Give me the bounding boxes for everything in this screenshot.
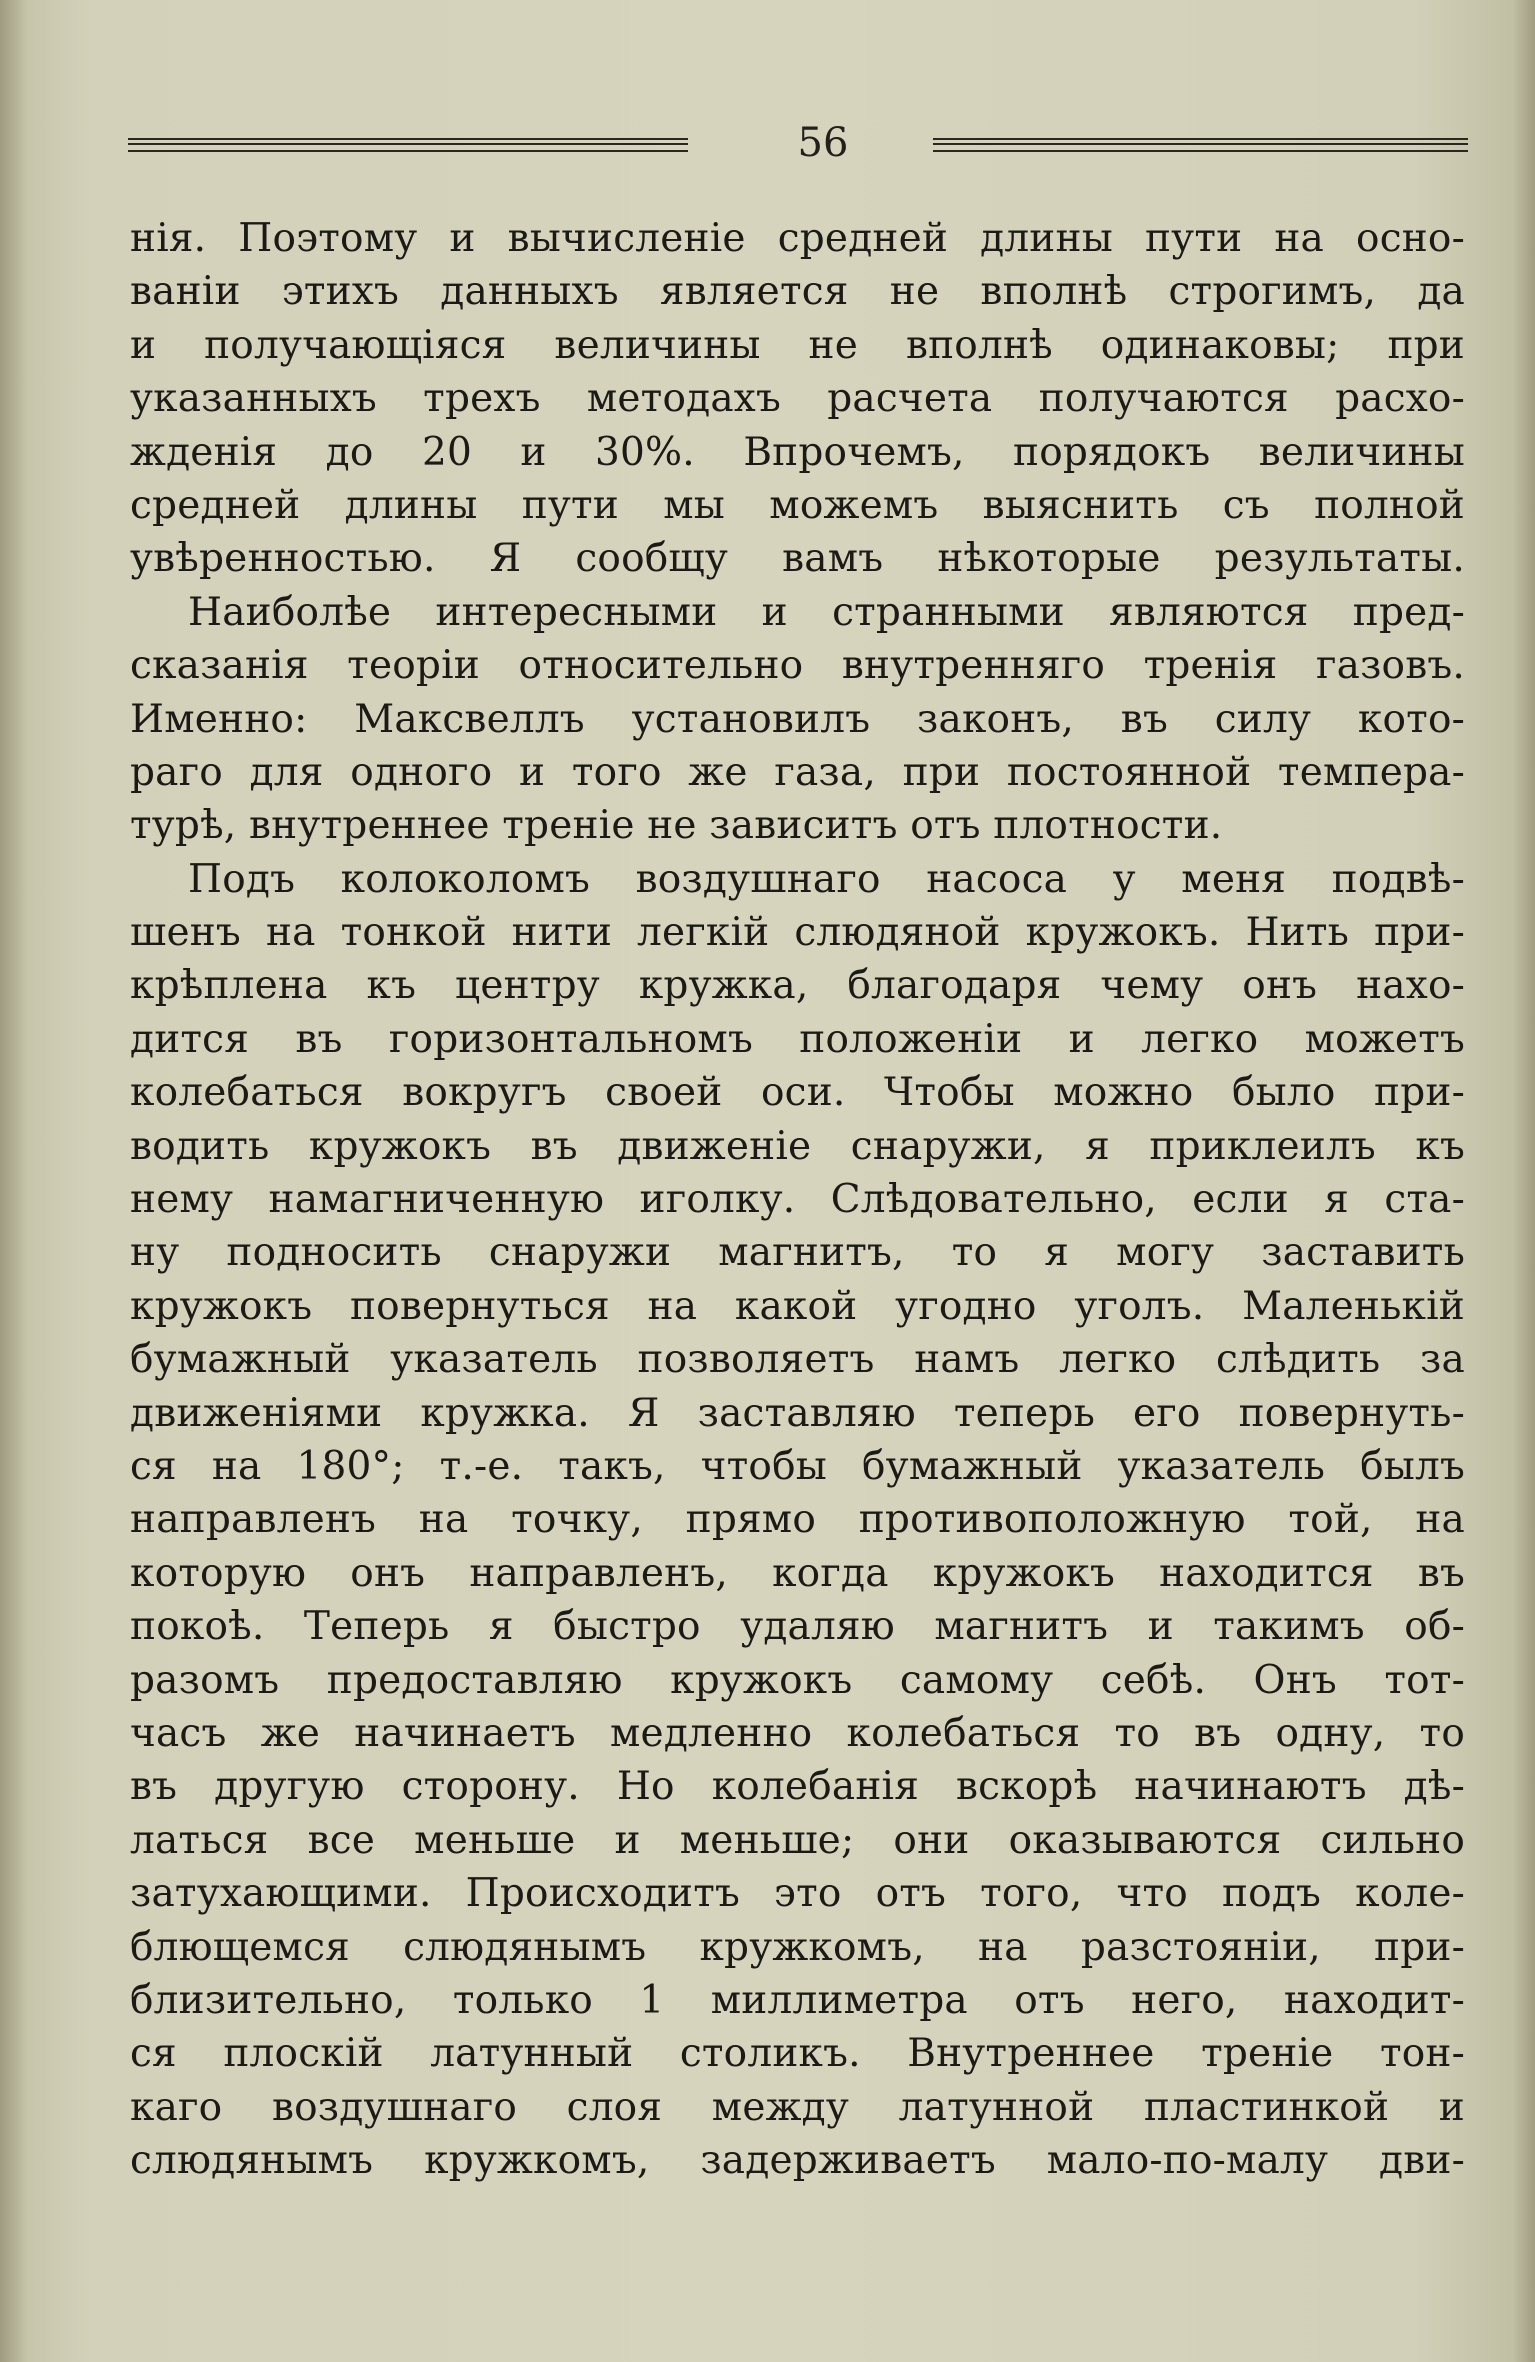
text-line: и получающіяся величины не вполнѣ одинаковы; при bbox=[130, 322, 1465, 368]
text-line: турѣ, внутреннее треніе не зависитъ отъ плотности. bbox=[130, 803, 1223, 849]
page-header bbox=[128, 118, 1468, 168]
text-line: Наиболѣе интересными и странными являются пред- bbox=[188, 589, 1465, 635]
page-number: 56 bbox=[797, 120, 849, 166]
text-line: ся плоскій латунный столикъ. Внутреннее треніе тон- bbox=[130, 2031, 1465, 2077]
text-line: бумажный указатель позволяетъ намъ легко слѣдить за bbox=[130, 1337, 1465, 1383]
text-line: которую онъ направленъ, когда кружокъ находится въ bbox=[130, 1550, 1465, 1596]
text-line: направленъ на точку, прямо противоположную той, на bbox=[130, 1497, 1465, 1543]
text-line: шенъ на тонкой нити легкій слюдяной кружокъ. Нить при- bbox=[130, 910, 1465, 956]
page-edge-shadow-right bbox=[1513, 0, 1535, 2362]
text-line: латься все меньше и меньше; они оказываются сильно bbox=[130, 1817, 1465, 1863]
text-line: каго воздушнаго слоя между латунной пластинкой и bbox=[130, 2084, 1465, 2130]
text-line: въ другую сторону. Но колебанія вскорѣ начинаютъ дѣ- bbox=[130, 1764, 1465, 1810]
text-line: Подъ колоколомъ воздушнаго насоса у меня подвѣ- bbox=[188, 856, 1465, 902]
text-line: слюдянымъ кружкомъ, задерживаетъ мало-по-малу дви- bbox=[130, 2138, 1465, 2184]
text-line: водить кружокъ въ движеніе снаружи, я приклеилъ къ bbox=[130, 1123, 1465, 1169]
text-line: кружокъ повернуться на какой угодно уголъ. Маленькій bbox=[130, 1283, 1465, 1329]
text-line: близительно, только 1 миллиметра отъ него, находит- bbox=[130, 1977, 1465, 2023]
text-line: увѣренностью. Я сообщу вамъ нѣкоторые результаты. bbox=[130, 536, 1465, 582]
text-line: ну подносить снаружи магнитъ, то я могу заставить bbox=[130, 1230, 1465, 1276]
text-line: жденія до 20 и 30%. Впрочемъ, порядокъ величины bbox=[130, 429, 1465, 475]
text-line: раго для одного и того же газа, при постоянной темпера- bbox=[130, 749, 1465, 795]
text-line: сказанія теоріи относительно внутренняго тренія газовъ. bbox=[130, 643, 1465, 689]
text-line: блющемся слюдянымъ кружкомъ, на разстояніи, при- bbox=[130, 1924, 1465, 1970]
text-line: покоѣ. Теперь я быстро удаляю магнитъ и такимъ об- bbox=[130, 1604, 1465, 1650]
text-line: движеніями кружка. Я заставляю теперь его повернуть- bbox=[130, 1390, 1465, 1436]
page-edge-shadow-left bbox=[0, 0, 28, 2362]
text-line: нія. Поэтому и вычисленіе средней длины пути на осно- bbox=[130, 216, 1465, 261]
text-line: крѣплена къ центру кружка, благодаря чему онъ нахо- bbox=[130, 963, 1465, 1009]
text-line: нему намагниченную иголку. Слѣдовательно, если я ста- bbox=[130, 1177, 1465, 1223]
text-line: колебаться вокругъ своей оси. Чтобы можно было при- bbox=[130, 1070, 1465, 1116]
header-rule-right bbox=[933, 138, 1468, 152]
text-line: ваніи этихъ данныхъ является не вполнѣ строгимъ, да bbox=[130, 269, 1465, 315]
text-line: Именно: Максвеллъ установилъ законъ, въ силу кото- bbox=[130, 696, 1465, 742]
text-line: часъ же начинаетъ медленно колебаться то въ одну, то bbox=[130, 1710, 1465, 1756]
text-line: указанныхъ трехъ методахъ расчета получаются расхо- bbox=[130, 376, 1465, 422]
text-line: дится въ горизонтальномъ положеніи и легко можетъ bbox=[130, 1016, 1465, 1062]
text-line: затухающими. Происходитъ это отъ того, что подъ коле- bbox=[130, 1871, 1465, 1917]
body-text bbox=[130, 212, 1465, 2187]
text-line: разомъ предоставляю кружокъ самому себѣ. Онъ тот- bbox=[130, 1657, 1465, 1703]
header-rule-left bbox=[128, 138, 688, 152]
text-line: ся на 180°; т.-е. такъ, чтобы бумажный указатель былъ bbox=[130, 1443, 1465, 1489]
text-line: средней длины пути мы можемъ выяснить съ полной bbox=[130, 482, 1465, 528]
